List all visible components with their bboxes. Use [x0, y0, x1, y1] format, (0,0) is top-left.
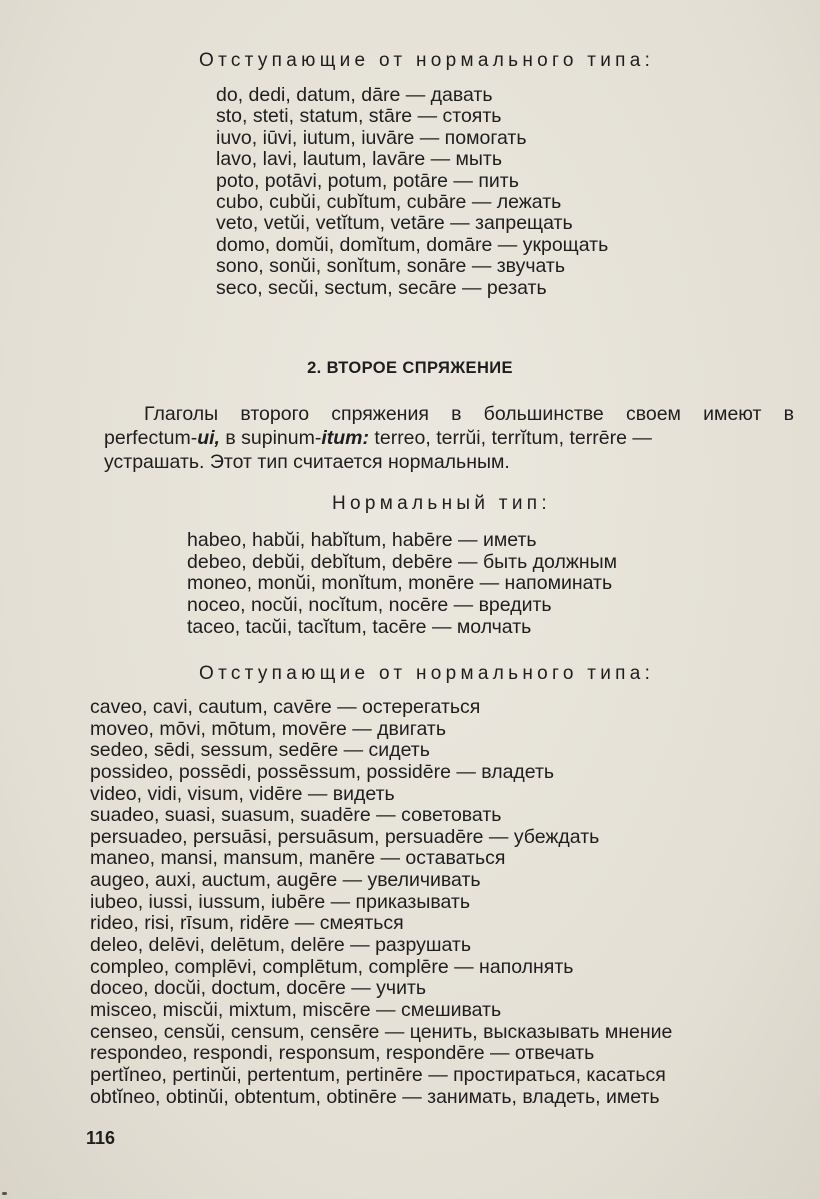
intro-line-2 — [104, 426, 794, 450]
verb-line: poto, potāvi, potum, potāre — пить — [216, 169, 519, 192]
intro-text: в supinum- — [219, 427, 322, 449]
verb-line: sedeo, sēdi, sessum, sedēre — сидеть — [90, 739, 430, 762]
verb-line: augeo, auxi, auctum, augēre — увеличивать — [90, 869, 481, 892]
verb-line: persuadeo, persuāsi, persuāsum, persuadēre — убеждать — [90, 825, 600, 848]
intro-ending-ui: ui, — [197, 427, 220, 449]
section-title: 2. ВТОРОЕ СПРЯЖЕНИЕ — [307, 359, 513, 377]
verb-line: possideo, possēdi, possēssum, possidēre — владеть — [90, 760, 555, 783]
intro-text: perfectum- — [104, 427, 198, 449]
verb-line: deleo, delēvi, delētum, delēre — разрушать — [90, 934, 472, 957]
verb-line: noceo, nocŭi, nocĭtum, nocēre — вредить — [187, 593, 552, 616]
verb-line: respondeo, respondi, responsum, respondēre — отвечать — [90, 1042, 595, 1065]
intro-line-1: Глаголы второго спряжения в большинстве своем имеют в — [144, 403, 794, 425]
verb-line: lavo, lavi, lautum, lavāre — мыть — [216, 148, 503, 171]
normal-type-heading: Нормальный тип: — [332, 493, 551, 514]
irregular-type-heading-1: Отступающие от нормального типа: — [199, 50, 655, 71]
verb-line: caveo, cavi, cautum, cavēre — остерегаться — [90, 696, 481, 718]
verb-line: habeo, habŭi, habĭtum, habēre — иметь — [187, 529, 537, 551]
verb-line: censeo, censŭi, censum, censēre — ценить, высказывать мнение — [90, 1020, 673, 1043]
irregular-type-heading-2: Отступающие от нормального типа: — [199, 663, 655, 684]
verb-line: suadeo, suasi, suasum, suadēre — советовать — [90, 804, 502, 827]
verb-line: compleo, complēvi, complētum, complēre — наполнять — [90, 955, 574, 978]
intro-ending-itum: itum: — [321, 427, 370, 449]
verb-line: rideo, risi, rīsum, ridēre — смеяться — [90, 912, 404, 935]
verb-line: misceo, miscŭi, mixtum, miscēre — смешивать — [90, 998, 502, 1021]
verb-line: do, dedi, datum, dāre — давать — [216, 84, 493, 106]
verb-line: video, vidi, visum, vidēre — видеть — [90, 782, 395, 805]
verb-line: iuvo, iūvi, iutum, iuvāre — помогать — [216, 126, 527, 149]
verb-line: moneo, monŭi, monĭtum, monēre — напоминать — [187, 572, 613, 595]
irregular-verbs-list-1 — [216, 85, 608, 299]
verb-line: maneo, mansi, mansum, manēre — оставаться — [90, 847, 506, 870]
scan-speck — [2, 1192, 7, 1195]
irregular-verbs-list-2 — [90, 697, 672, 1108]
intro-paragraph — [104, 402, 794, 474]
verb-line: debeo, debŭi, debĭtum, debēre — быть должным — [187, 550, 618, 573]
verb-line: iubeo, iussi, iussum, iubēre — приказывать — [90, 890, 471, 913]
verb-line: obtĭneo, obtinŭi, obtentum, obtinēre — занимать, владеть, иметь — [90, 1085, 660, 1108]
verb-line: pertĭneo, pertinŭi, pertentum, pertinēre — простираться, касаться — [90, 1063, 666, 1086]
normal-verbs-list — [187, 530, 617, 638]
verb-line: veto, vetŭi, vetĭtum, vetāre — запрещать — [216, 212, 573, 235]
verb-line: doceo, docŭi, doctum, docēre — учить — [90, 977, 427, 1000]
page-number: 116 — [86, 1128, 116, 1148]
intro-text: terreo, terrŭi, terrĭtum, terrēre — — [369, 427, 652, 449]
verb-line: domo, domŭi, domĭtum, domāre — укрощать — [216, 233, 609, 256]
verb-line: sto, steti, statum, stāre — стоять — [216, 105, 502, 128]
verb-line: moveo, mōvi, mōtum, movēre — двигать — [90, 717, 446, 740]
verb-line: seco, secŭi, sectum, secāre — резать — [216, 276, 547, 299]
verb-line: cubo, cubŭi, cubĭtum, cubāre — лежать — [216, 190, 562, 213]
verb-line: taceo, tacŭi, tacĭtum, tacēre — молчать — [187, 615, 532, 638]
verb-line: sono, sonŭi, sonĭtum, sonāre — звучать — [216, 255, 566, 278]
intro-line-3: устрашать. Этот тип считается нормальным. — [104, 451, 510, 473]
